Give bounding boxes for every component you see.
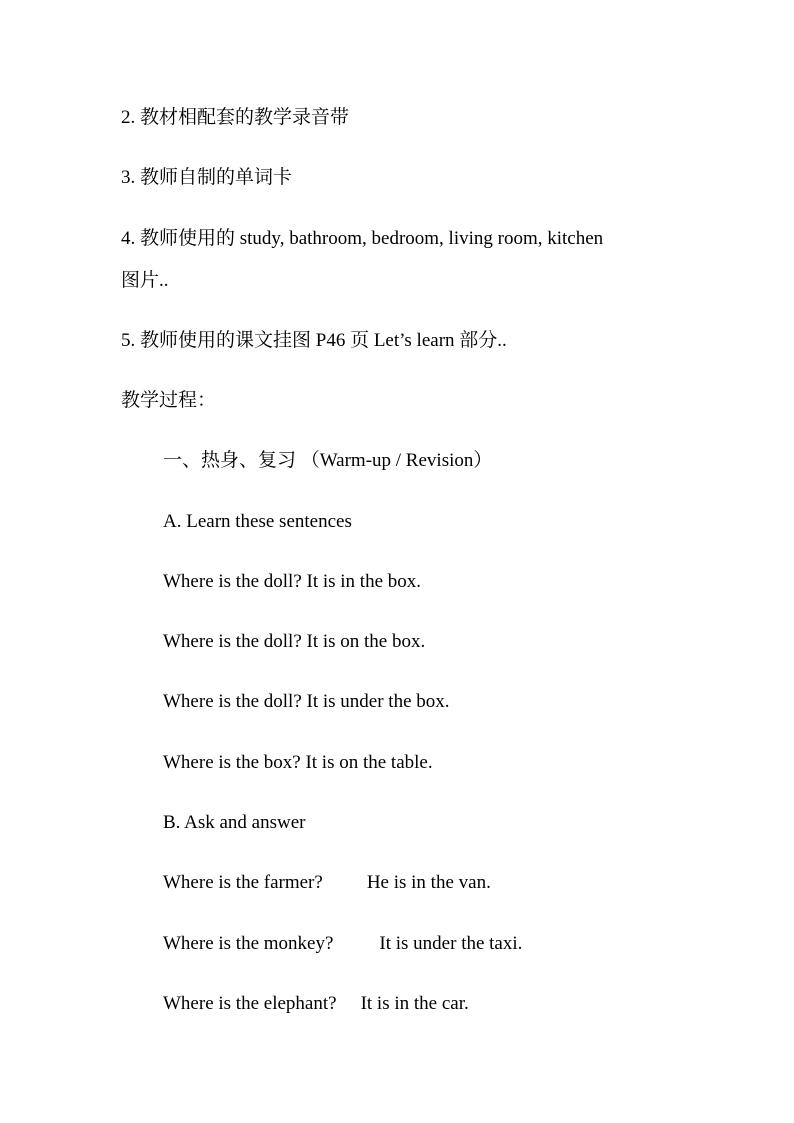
- sentence-line: Where is the doll? It is under the box.: [163, 691, 450, 712]
- qa-question: Where is the monkey?: [163, 933, 334, 954]
- part-b-label: B. Ask and answer: [163, 812, 306, 833]
- process-heading: 教学过程：: [121, 390, 217, 411]
- qa-answer: He is in the van.: [366, 872, 491, 893]
- qa-row: [163, 932, 522, 956]
- sentence-line: Where is the doll? It is in the box.: [163, 571, 422, 592]
- material-item-3: 3. 教师自制的单词卡: [121, 167, 293, 188]
- sentence-line: Where is the doll? It is on the box.: [163, 631, 426, 652]
- material-item-4-line1: 4. 教师使用的 study, bathroom, bedroom, living room, kitchen: [121, 228, 604, 249]
- qa-question: Where is the farmer?: [163, 872, 323, 893]
- qa-question: Where is the elephant?: [163, 993, 337, 1014]
- part-a-label: A. Learn these sentences: [163, 511, 352, 532]
- material-item-2: 2. 教材相配套的教学录音带: [121, 107, 350, 128]
- section-1-title: 一、热身、复习 （Warm-up / Revision）: [163, 450, 493, 471]
- material-item-5: 5. 教师使用的课文挂图 P46 页 Let’s learn 部分..: [121, 330, 507, 351]
- material-item-4-line2: 图片..: [121, 270, 169, 291]
- qa-row: [163, 992, 469, 1016]
- qa-row: [163, 871, 491, 895]
- sentence-line: Where is the box? It is on the table.: [163, 752, 433, 773]
- qa-answer: It is under the taxi.: [379, 933, 523, 954]
- qa-answer: It is in the car.: [360, 993, 469, 1014]
